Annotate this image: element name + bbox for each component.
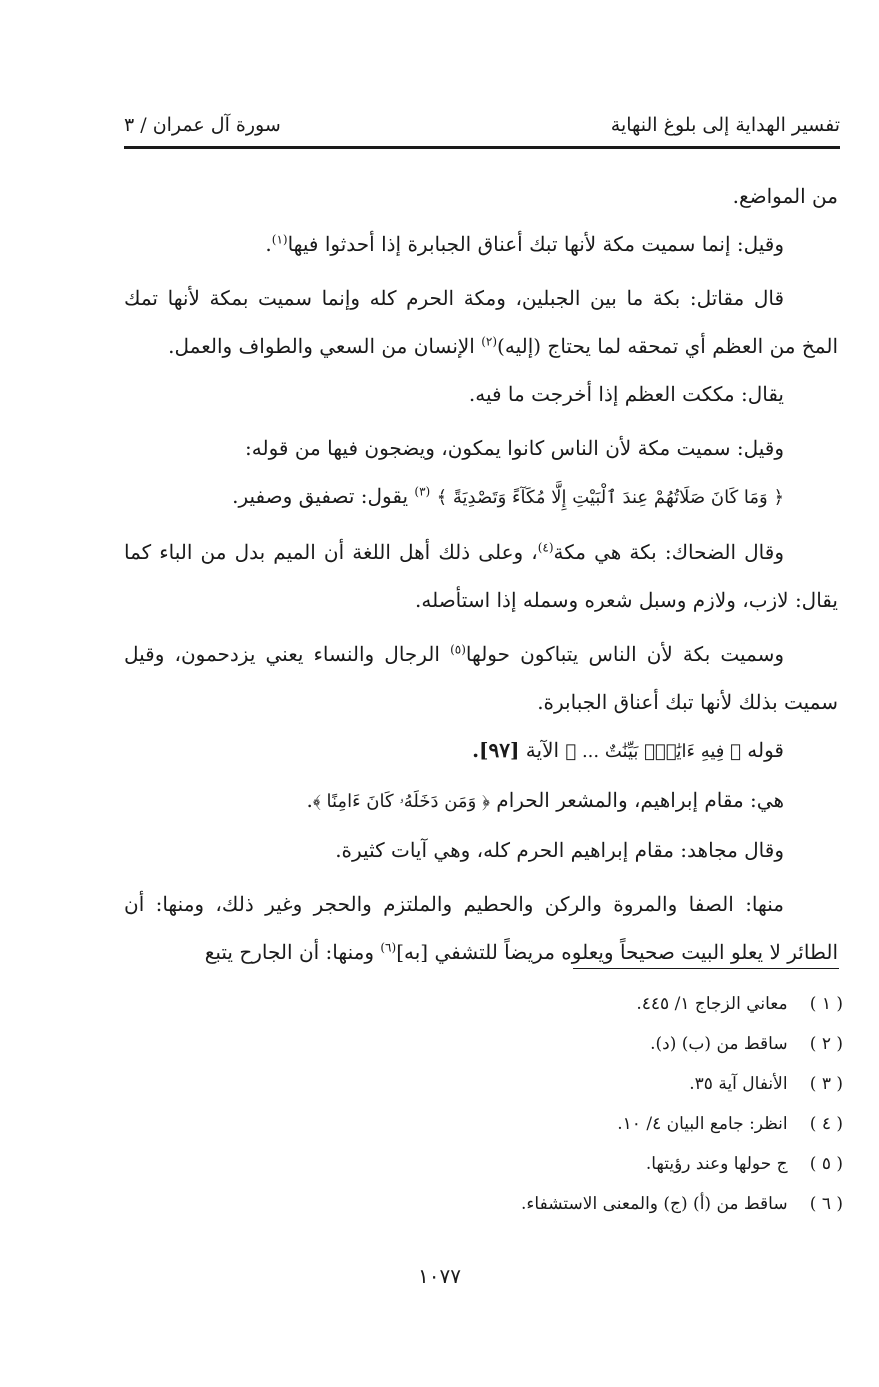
- paragraph-12: منها: الصفا والمروة والركن والحطيم والملتزم والحجر وغير ذلك، ومنها: أن الطائر لا يعلو البيت صحيحاً ويعلوه مريضاً للتشفي [به]$^{(٦)}$ ومنها: أن الجارح يتبع: [124, 892, 838, 964]
- paragraph-4: يقال: مككت العظم إذا أخرجت ما فيه.: [468, 382, 784, 406]
- surah-title: سورة آل عمران / ٣: [124, 114, 281, 136]
- main-text: [124, 172, 838, 976]
- footnotes: [143, 988, 843, 1228]
- quran-verse: ﴿ وَمَن دَخَلَهُۥ كَانَ ءَامِنًا ﴾: [312, 791, 490, 812]
- footnote-number: ( ٢ ): [809, 1034, 843, 1054]
- paragraph-5: وقيل: سميت مكة لأن الناس كانوا يمكون، ويضجون فيها من قوله:: [245, 436, 784, 460]
- footnote-text: ج حولها وعند رؤيتها.: [645, 1154, 788, 1174]
- footnote-text: معاني الزجاج ١/ ٤٤٥.: [636, 994, 788, 1014]
- paragraph-3: قال مقاتل: بكة ما بين الجبلين، ومكة الحرم كله وإنما سميت بمكة لأنها تمك المخ من العظم أي تمحقه لما يحتاج (إليه)$^{(٢)}$ الإنسان من السعي والطواف والعمل.: [124, 286, 838, 358]
- footnote-separator: [573, 968, 839, 969]
- footnote-text: انظر: جامع البيان ٤/ ١٠.: [617, 1114, 788, 1134]
- footnote-number: ( ٥ ): [809, 1154, 843, 1174]
- book-title: تفسير الهداية إلى بلوغ النهاية: [610, 114, 840, 136]
- footnote-item: [143, 1108, 843, 1148]
- paragraph-1: من المواضع.: [732, 184, 838, 208]
- footnote-number: ( ٤ ): [809, 1114, 843, 1134]
- footnote-item: [143, 1188, 843, 1228]
- header-rule: [124, 146, 840, 149]
- verse-number: [٩٧].: [472, 738, 520, 762]
- paragraph-2: وقيل: إنما سميت مكة لأنها تبك أعناق الجبابرة إذا أحدثوا فيها$^{(١)}$.: [265, 232, 784, 256]
- footnote-ref-3[interactable]: (٣): [414, 484, 431, 499]
- footnote-ref-2[interactable]: (٢): [481, 334, 498, 349]
- paragraph-11: وقال مجاهد: مقام إبراهيم الحرم كله، وهي آيات كثيرة.: [335, 838, 784, 862]
- footnote-number: ( ٣ ): [809, 1074, 843, 1094]
- footnote-ref-1[interactable]: (١): [271, 232, 288, 247]
- footnote-ref-6[interactable]: (٦): [380, 940, 397, 955]
- quran-verse: ﴿ فِيهِ ءَايَٰتٌۢ بَيِّنَٰتٌ ... ﴾: [565, 741, 741, 762]
- paragraph-7: وقال الضحاك: بكة هي مكة$^{(٤)}$، وعلى ذلك أهل اللغة أن الميم بدل من الباء كما يقال: لازب، ولازم وسبل شعره وسمله إذا استأصله.: [124, 540, 838, 612]
- footnote-text: ساقط من (أ) (ج) والمعنى الاستشفاء.: [521, 1194, 788, 1214]
- page-number: ١٠٧٧: [418, 1264, 461, 1288]
- footnote-item: [143, 988, 843, 1028]
- footnote-ref-4[interactable]: (٤): [537, 540, 554, 555]
- paragraph-6: ﴿ وَمَا كَانَ صَلَاتُهُمْ عِندَ ٱلْبَيْتِ إِلَّا مُكَآءً وَتَصْدِيَةً ﴾ $^{(٣)}$ يقول: تصفيق وصفير.: [232, 484, 784, 508]
- footnote-number: ( ٦ ): [809, 1194, 843, 1214]
- footnote-text: الأنفال آية ٣٥.: [689, 1074, 788, 1094]
- footnote-item: [143, 1028, 843, 1068]
- quran-verse: ﴿ وَمَا كَانَ صَلَاتُهُمْ عِندَ ٱلْبَيْتِ إِلَّا مُكَآءً وَتَصْدِيَةً ﴾: [436, 487, 784, 508]
- footnote-item: [143, 1148, 843, 1188]
- footnote-number: ( ١ ): [809, 994, 843, 1014]
- footnote-ref-5[interactable]: (٥): [450, 642, 466, 657]
- footnote-text: ساقط من (ب) (د).: [650, 1034, 788, 1054]
- paragraph-9: قوله ﴿ فِيهِ ءَايَٰتٌۢ بَيِّنَٰتٌ ... ﴾ الآية [٩٧].: [472, 738, 784, 762]
- paragraph-10: هي: مقام إبراهيم، والمشعر الحرام ﴿ وَمَن دَخَلَهُۥ كَانَ ءَامِنًا ﴾.: [306, 788, 784, 812]
- paragraph-8: وسميت بكة لأن الناس يتباكون حولها$^{(٥)}$ الرجال والنساء يعني يزدحمون، وقيل سميت بذلك لأنها تبك أعناق الجبابرة.: [124, 642, 838, 714]
- running-header: [124, 108, 840, 144]
- footnote-item: [143, 1068, 843, 1108]
